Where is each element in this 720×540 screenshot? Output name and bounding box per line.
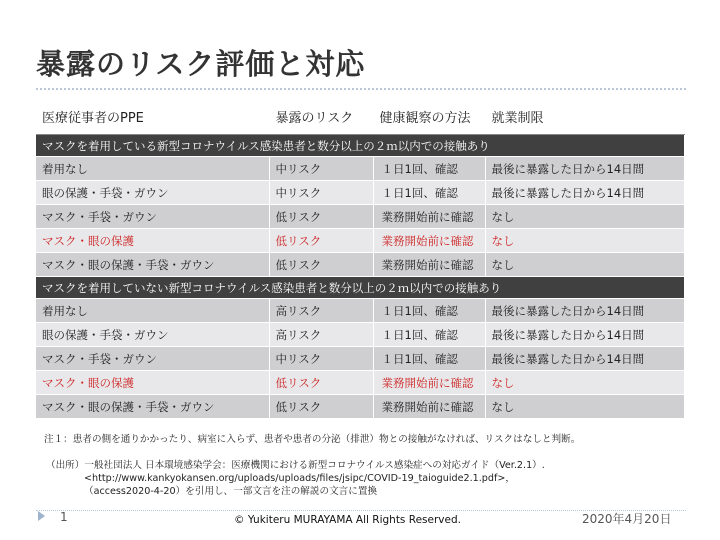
table-row-highlighted [36,229,684,253]
table-row [36,395,684,419]
observation-cell: １日1回、確認 [373,157,485,181]
restriction-cell: なし [485,371,684,395]
table-row [36,323,684,347]
section-header [36,277,684,299]
risk-cell: 低リスク [269,371,373,395]
restriction-cell: 最後に暴露した日から14日間 [485,347,684,371]
ppe-cell: マスク・手袋・ガウン [36,205,269,229]
risk-cell: 低リスク [269,229,373,253]
column-header: 暴露のリスク [269,98,373,135]
source-citation [46,459,545,498]
risk-cell: 中リスク [269,347,373,371]
title-divider [36,88,686,90]
column-header: 健康観察の方法 [373,98,485,135]
section-heading: マスクを着用している新型コロナウイルス感染患者と数分以上の２ｍ以内での接触あり [36,135,684,157]
observation-cell: 業務開始前に確認 [373,395,485,419]
ppe-cell: マスク・眼の保護・手袋・ガウン [36,395,269,419]
restriction-cell: 最後に暴露した日から14日間 [485,181,684,205]
ppe-cell: 眼の保護・手袋・ガウン [36,323,269,347]
ppe-cell: マスク・手袋・ガウン [36,347,269,371]
slide-date: 2020年4月20日 [582,512,672,526]
restriction-cell: なし [485,229,684,253]
ppe-cell: マスク・眼の保護・手袋・ガウン [36,253,269,277]
observation-cell: １日1回、確認 [373,323,485,347]
restriction-cell: 最後に暴露した日から14日間 [485,323,684,347]
ppe-cell: 着用なし [36,299,269,323]
triangle-bullet-icon [38,511,45,521]
risk-cell: 中リスク [269,157,373,181]
source-url: <http://www.kankyokansen.org/uploads/uploads/files/jsipc/COVID-19_taioguide2.1.pdf>， [84,473,515,484]
restriction-cell: なし [485,205,684,229]
ppe-cell: マスク・眼の保護 [36,229,269,253]
table-row [36,347,684,371]
observation-cell: 業務開始前に確認 [373,253,485,277]
page-number: 1 [60,510,68,524]
ppe-cell: 着用なし [36,157,269,181]
footnote: 注１：患者の側を通りかかったり、病室に入らず、患者や患者の分泌（排泄）物との接触がなければ、リスクはなしと判断。 [44,434,581,445]
risk-cell: 中リスク [269,181,373,205]
source-line: （出所）一般社団法人 日本環境感染学会：医療機関における新型コロナウイルス感染症への対応ガイド（Ver.2.1）. [46,460,545,471]
risk-cell: 高リスク [269,323,373,347]
table-row-highlighted [36,371,684,395]
risk-cell: 低リスク [269,253,373,277]
observation-cell: １日1回、確認 [373,299,485,323]
column-header: 医療従事者のPPE [36,98,269,135]
risk-cell: 高リスク [269,299,373,323]
restriction-cell: 最後に暴露した日から14日間 [485,299,684,323]
ppe-cell: 眼の保護・手袋・ガウン [36,181,269,205]
observation-cell: 業務開始前に確認 [373,371,485,395]
table-header [36,98,684,135]
slide-title: 暴露のリスク評価と対応 [36,47,366,81]
observation-cell: 業務開始前に確認 [373,229,485,253]
section-heading: マスクを着用していない新型コロナウイルス感染患者と数分以上の２ｍ以内での接触あり [36,277,684,299]
section-header [36,135,684,157]
restriction-cell: なし [485,395,684,419]
observation-cell: 業務開始前に確認 [373,205,485,229]
observation-cell: １日1回、確認 [373,181,485,205]
risk-cell: 低リスク [269,205,373,229]
copyright-notice: © Yukiteru MURAYAMA All Rights Reserved. [234,514,461,526]
risk-cell: 低リスク [269,395,373,419]
table-row [36,253,684,277]
restriction-cell: 最後に暴露した日から14日間 [485,157,684,181]
table-row [36,299,684,323]
table-row [36,205,684,229]
column-header: 就業制限 [485,98,684,135]
risk-table [36,98,685,419]
ppe-cell: マスク・眼の保護 [36,371,269,395]
table-row [36,157,684,181]
table-row [36,181,684,205]
observation-cell: １日1回、確認 [373,347,485,371]
source-line: （access2020-4-20）を引用し、一部文言を注の解説の文言に置換 [84,486,378,497]
restriction-cell: なし [485,253,684,277]
